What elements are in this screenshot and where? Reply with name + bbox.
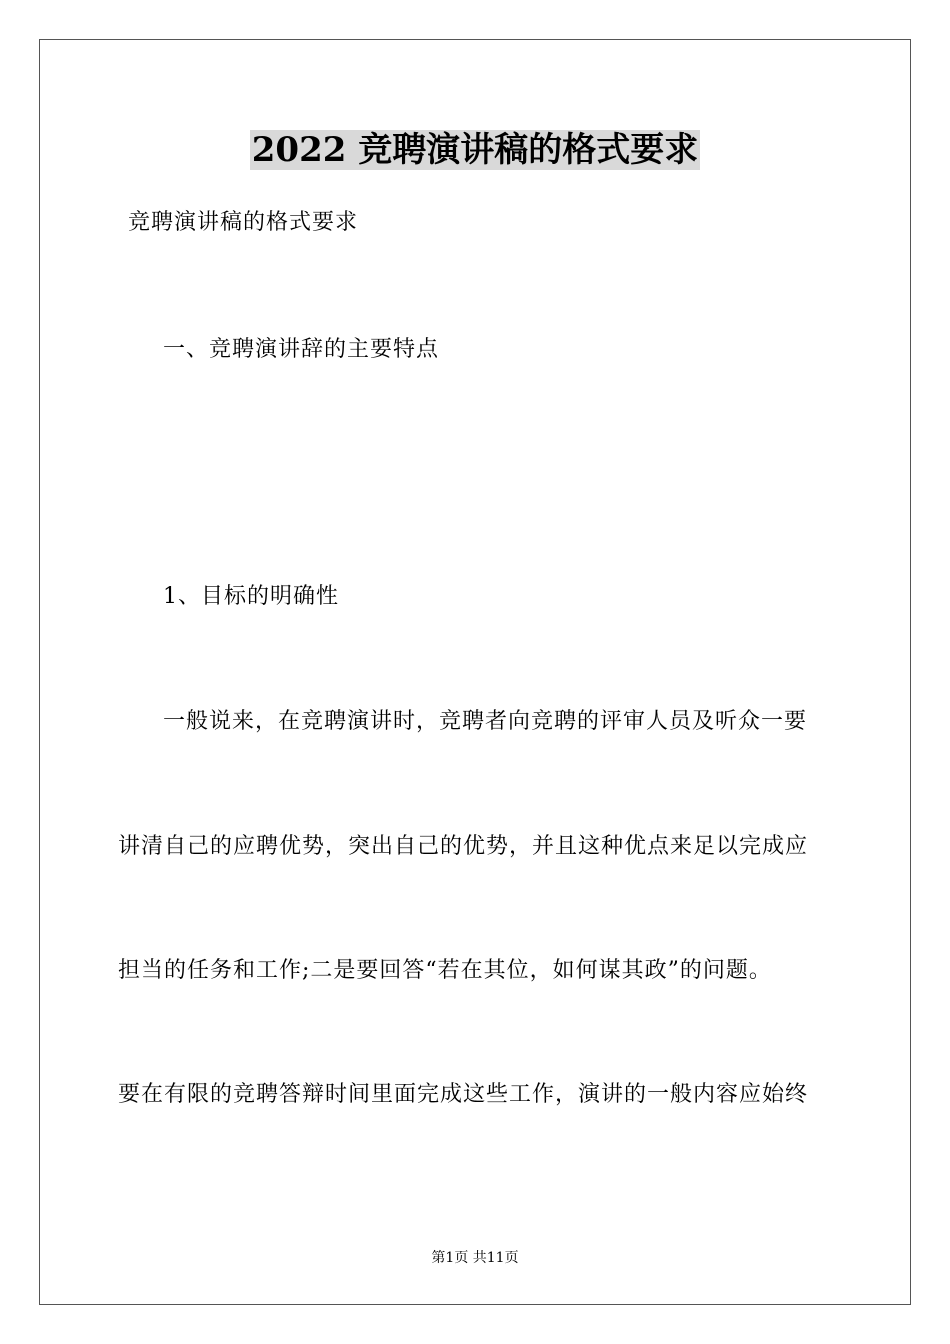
paragraph-line-1: 一般说来，在竞聘演讲时，竞聘者向竞聘的评审人员及听众一要 <box>163 709 808 734</box>
paragraph-line-3: 担当的任务和工作;二是要回答“若在其位，如何谋其政”的问题。 <box>118 958 772 983</box>
document-subtitle: 竞聘演讲稿的格式要求 <box>128 210 359 235</box>
page-footer: 第1页 共11页 <box>431 1250 519 1266</box>
section-heading: 一、竞聘演讲辞的主要特点 <box>163 337 440 362</box>
document-title <box>0 128 950 172</box>
paragraph-line-4: 要在有限的竞聘答辩时间里面完成这些工作，演讲的一般内容应始终 <box>118 1082 809 1107</box>
document-title-text: 2022 竞聘演讲稿的格式要求 <box>251 130 699 170</box>
paragraph-line-2: 讲清自己的应聘优势，突出自己的优势，并且这种优点来足以完成应 <box>118 834 809 859</box>
subsection-heading: 1、目标的明确性 <box>163 584 339 609</box>
